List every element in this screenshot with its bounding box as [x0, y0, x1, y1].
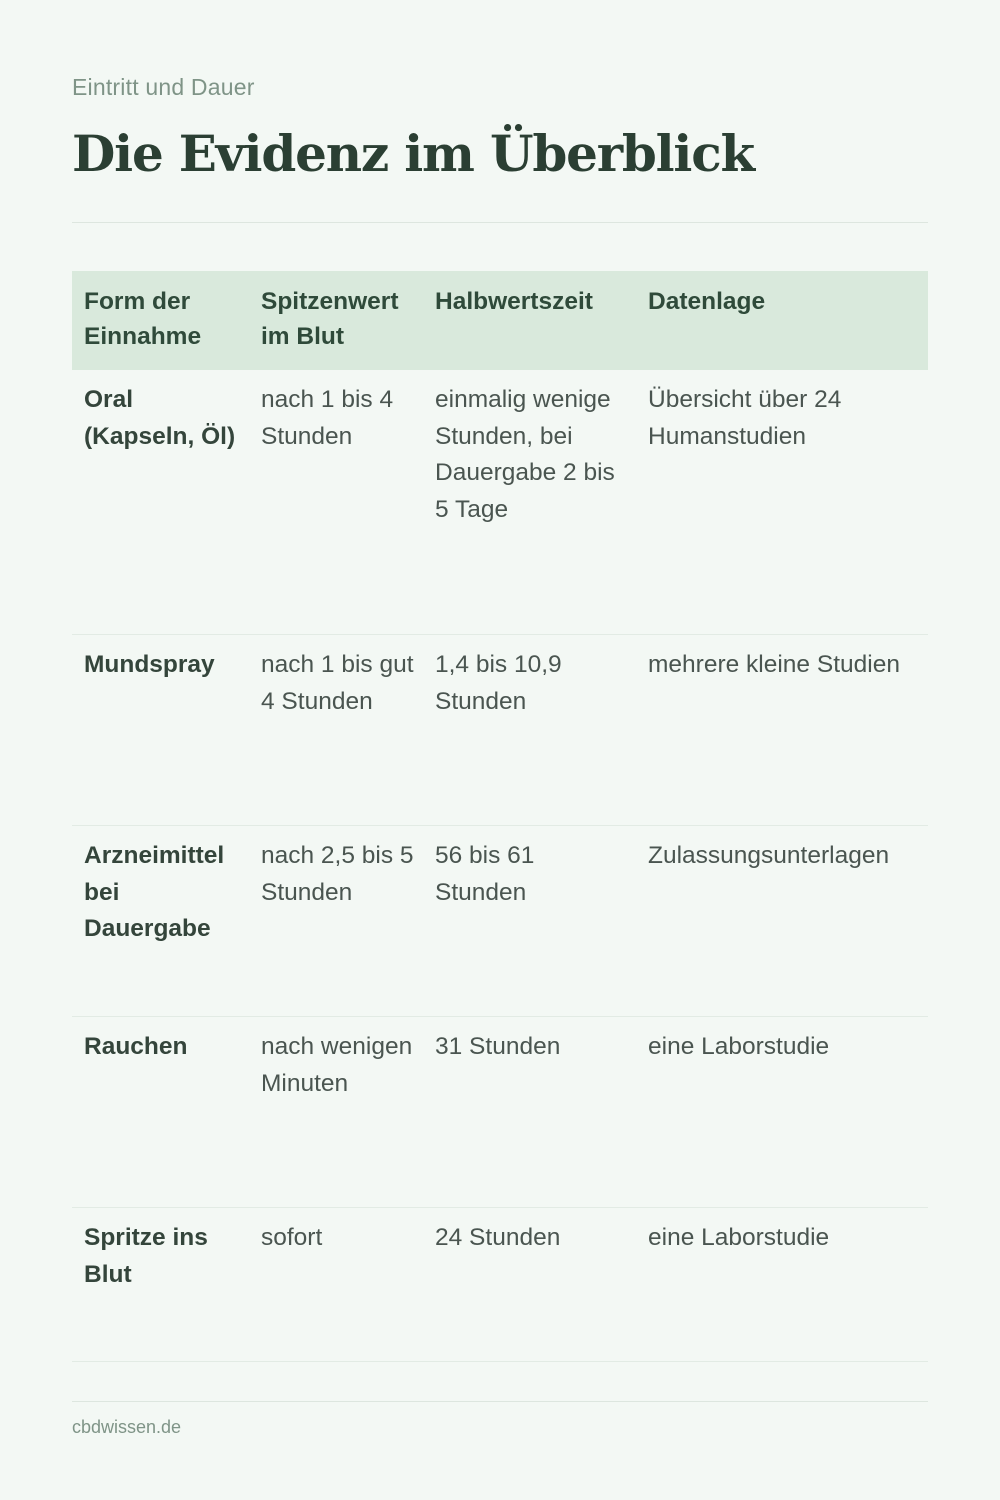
cell-half-life: 56 bis 61 Stunden	[435, 842, 535, 906]
source-footer: cbdwissen.de	[72, 1417, 182, 1437]
cell-data: Übersicht über 24 Humanstudien	[648, 386, 842, 450]
evidence-table	[72, 271, 928, 1362]
table-row	[72, 635, 928, 826]
cell-peak: nach 2,5 bis 5 Stunden	[261, 842, 414, 906]
cell-half-life: einmalig wenige Stunden, bei Dauergabe 2 bis 5 Tage	[435, 386, 615, 523]
table-row	[72, 1017, 928, 1208]
cell-data: Zulassungsunterlagen	[648, 842, 890, 869]
header-form: Form der Einnahme	[84, 288, 202, 350]
eyebrow-label: Eintritt und Dauer	[72, 74, 255, 100]
table-row	[72, 370, 928, 635]
cell-data: eine Laborstudie	[648, 1224, 830, 1251]
divider	[72, 222, 928, 223]
cell-form: Mundspray	[84, 651, 215, 678]
cell-data: mehrere kleine Studien	[648, 651, 900, 678]
cell-form: Oral (Kapseln, Öl)	[84, 386, 236, 450]
cell-half-life: 24 Stunden	[435, 1224, 561, 1251]
cell-form: Spritze ins Blut	[84, 1224, 208, 1288]
header-peak: Spitzenwert im Blut	[261, 288, 399, 350]
header-half-life: Halbwertszeit	[435, 288, 593, 315]
divider	[72, 1401, 928, 1402]
header-data: Datenlage	[648, 288, 766, 315]
cell-peak: nach wenigen Minuten	[261, 1033, 413, 1097]
cell-data: eine Laborstudie	[648, 1033, 830, 1060]
cell-form: Rauchen	[84, 1033, 188, 1060]
cell-form: Arzneimittel bei Dauergabe	[84, 842, 225, 942]
page-title: Die Evidenz im Überblick	[72, 124, 754, 183]
table-header-row	[72, 271, 928, 370]
cell-half-life: 31 Stunden	[435, 1033, 561, 1060]
table-row	[72, 826, 928, 1017]
cell-peak: sofort	[261, 1224, 323, 1251]
table-row	[72, 1208, 928, 1362]
cell-peak: nach 1 bis gut 4 Stunden	[261, 651, 414, 715]
cell-half-life: 1,4 bis 10,9 Stunden	[435, 651, 562, 715]
cell-peak: nach 1 bis 4 Stunden	[261, 386, 394, 450]
